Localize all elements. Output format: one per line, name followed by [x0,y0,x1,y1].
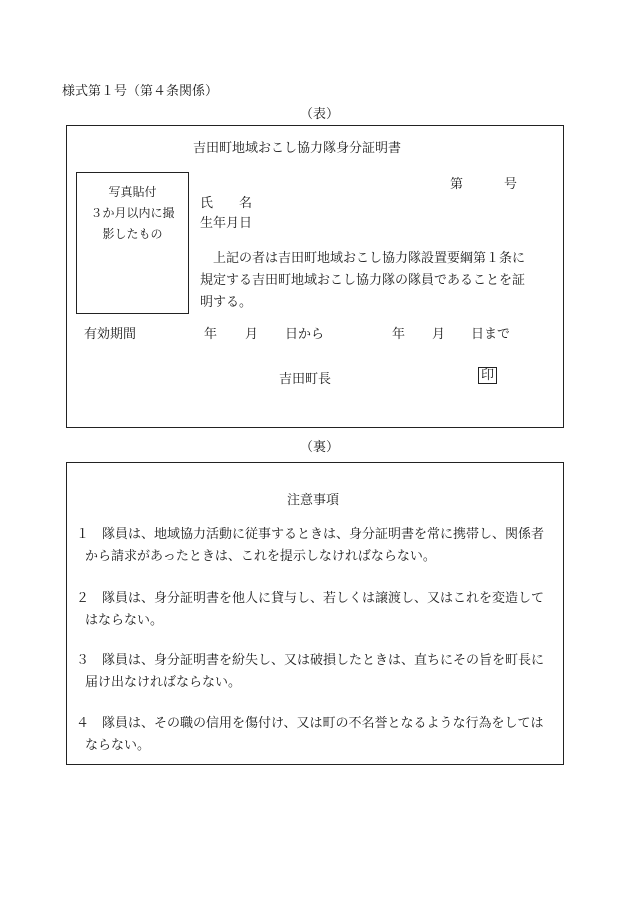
seal-mark-text: 印 [478,367,497,384]
validity-to-day: 日まで [471,327,511,342]
issuer-label: 吉田町長 [279,372,332,387]
note-line: ２ 隊員は、身分証明書を他人に貸与し、若しくは譲渡し、又はこれを変造して [76,591,545,606]
note-line: １ 隊員は、地域協力活動に従事するときは、身分証明書を常に携帯し、関係者 [76,527,545,542]
photo-box-line: 影したもの [102,227,163,241]
form-number-label: 様式第１号（第４条関係） [62,84,219,99]
note-line: ４ 隊員は、その職の信用を傷付け、又は町の不名誉となるような行為をしては [76,716,544,731]
note-item [76,713,543,757]
validity-from-month: 月 [245,327,259,342]
photo-box-line: 写真貼付 [108,185,157,199]
note-item [76,588,544,632]
front-card [66,125,564,428]
validity-to-month: 月 [432,327,446,342]
photo-box-line: ３か月以内に撮 [90,206,175,220]
note-line: ３ 隊員は、身分証明書を紛失し、又は破損したときは、直ちにその旨を町長に [76,653,545,668]
note-line: はならない。 [85,613,164,628]
front-side-label: （表） [300,107,340,122]
statement-line: 上記の者は吉田町地域おこし協力隊設置要綱第１条に [213,251,526,266]
validity-from-day: 日から [285,327,325,342]
back-card [66,462,564,765]
note-line: 届け出なければならない。 [85,675,242,690]
back-side-label: （裏） [300,440,340,455]
note-item [76,650,544,694]
number-suffix: 号 [504,177,518,192]
name-label: 氏 名 [200,196,253,211]
validity-to-year: 年 [392,327,406,342]
notes-title: 注意事項 [287,493,340,508]
seal-mark [478,367,497,384]
validity-label: 有効期間 [84,327,137,342]
statement-line: 規定する吉田町地域おこし協力隊の隊員であることを証 [200,273,526,288]
note-line: ならない。 [85,738,151,753]
note-item [76,524,544,568]
photo-box [76,172,189,314]
note-line: から請求があったときは、これを提示しなければならない。 [85,549,436,564]
statement-line: 明する。 [200,295,253,310]
number-prefix: 第 [450,177,464,192]
certification-statement [200,248,525,314]
birth-date-label: 生年月日 [200,216,253,231]
validity-from-year: 年 [204,327,218,342]
card-title: 吉田町地域おこし協力隊身分証明書 [193,141,402,156]
